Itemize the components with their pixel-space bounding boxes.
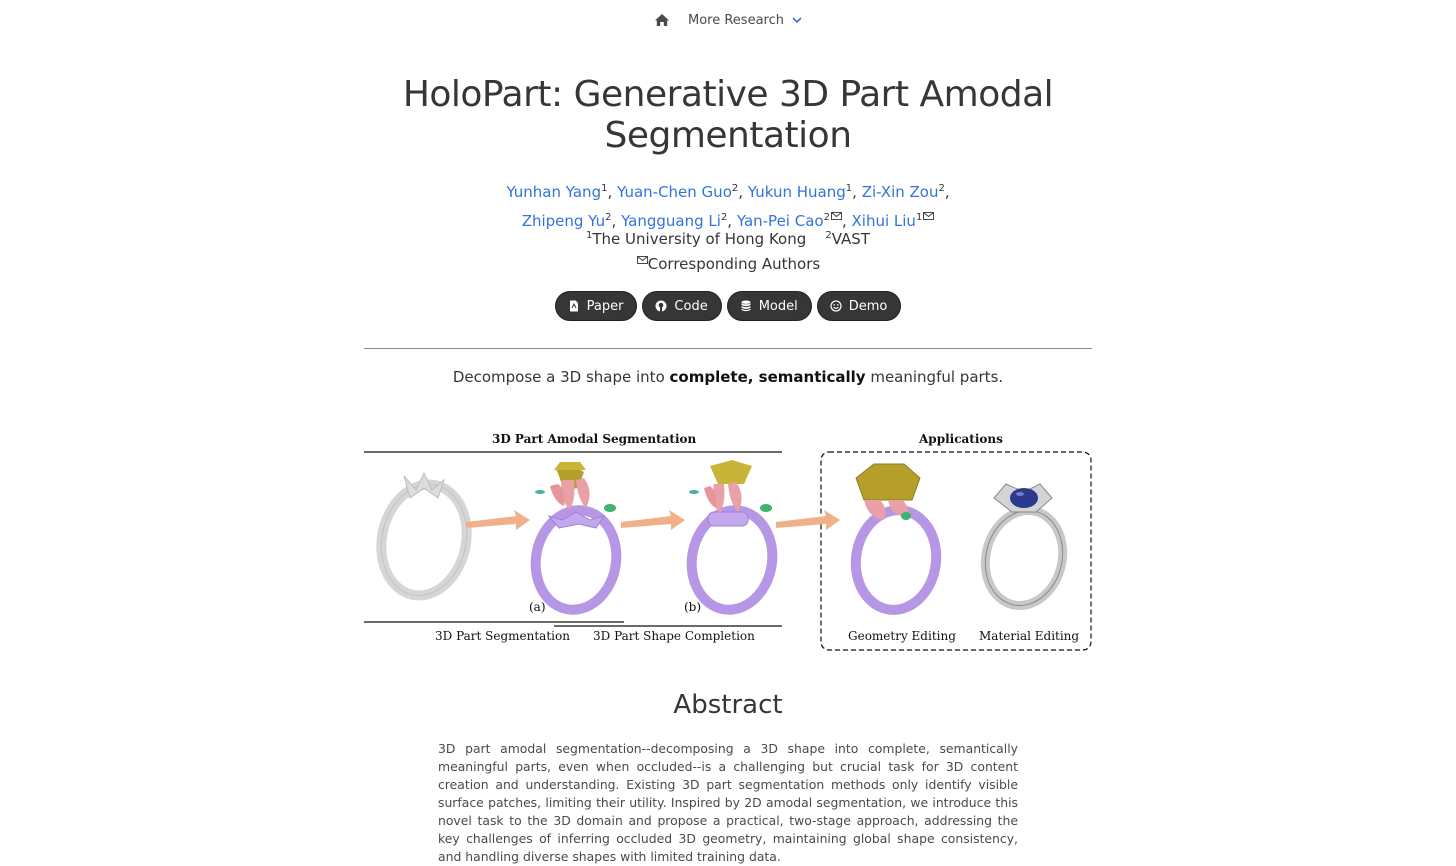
demo-button-label: Demo bbox=[848, 298, 888, 314]
paper-button[interactable] bbox=[555, 291, 638, 321]
geometry-edited-ring bbox=[849, 464, 942, 615]
affiliation-mark: 2 bbox=[720, 212, 728, 223]
figure-label-b: (b) bbox=[684, 600, 702, 614]
figure-caption-material: Material Editing bbox=[979, 629, 1080, 643]
affiliation-mark: 1 bbox=[845, 183, 853, 194]
teaser-figure bbox=[364, 428, 1092, 654]
affiliation-mark: 1 bbox=[586, 230, 593, 241]
segmented-ring bbox=[528, 462, 624, 616]
title-line-2: Segmentation bbox=[604, 115, 852, 156]
figure-caption-completion: 3D Part Shape Completion bbox=[593, 629, 755, 643]
figure-caption-geometry: Geometry Editing bbox=[848, 629, 956, 643]
author-link[interactable]: Yuan-Chen Guo bbox=[617, 183, 732, 201]
affiliation-mark: 1 bbox=[915, 212, 923, 223]
author-link[interactable]: Yukun Huang bbox=[747, 183, 846, 201]
title-line-1: HoloPart: Generative 3D Part Amodal bbox=[402, 74, 1054, 115]
github-icon bbox=[655, 300, 667, 312]
page-title bbox=[0, 74, 1456, 156]
author-link[interactable]: Zhipeng Yu bbox=[521, 212, 606, 230]
model-button[interactable] bbox=[727, 291, 812, 321]
material-edited-ring bbox=[976, 484, 1073, 614]
input-ring bbox=[371, 473, 476, 604]
model-button-label: Model bbox=[758, 298, 798, 314]
smile-icon bbox=[830, 300, 842, 312]
database-icon bbox=[740, 300, 752, 312]
figure-caption-segmentation: 3D Part Segmentation bbox=[435, 629, 570, 643]
tagline-emphasis: complete, semantically bbox=[669, 368, 866, 386]
affiliation-mark: 2 bbox=[605, 212, 612, 223]
tagline-text: meaningful parts. bbox=[865, 368, 1004, 386]
paper-button-label: Paper bbox=[586, 298, 624, 314]
author-link[interactable]: Yangguang Li bbox=[621, 212, 721, 230]
link-buttons bbox=[0, 291, 1456, 321]
author-link[interactable]: Zi-Xin Zou bbox=[861, 183, 939, 201]
section-divider bbox=[364, 348, 1092, 349]
tagline bbox=[0, 368, 1456, 386]
author-list: Yunhan Yang$^1$, Yuan-Chen Guo$^2$, Yukun Huang$^1$, Zi-Xin Zou$^2$, Zhipeng Yu$^2$, Yangguang Li$^2$, Yan-Pei Cao$^2$ , Xihui Liu$^1$ bbox=[506, 183, 950, 230]
more-research-dropdown[interactable] bbox=[688, 13, 802, 28]
abstract-text: 3D part amodal segmentation--decomposing a 3D shape into complete, semantically meaningful parts, even when occluded--is a challenging but crucial task for 3D content creation and understanding. Existing 3D part segmentation methods only identify visible surface patches, limiting their utility. Inspired by 2D amodal segmentation, we introduce this novel task to the 3D domain and propose a practical, two-stage approach, addressing the key challenges of inferring occluded 3D geometry, maintaining global shape consistency, and handling diverse shapes with limited training data. bbox=[438, 741, 1018, 864]
author-link[interactable]: Yunhan Yang bbox=[506, 183, 602, 201]
demo-button[interactable] bbox=[817, 291, 902, 321]
home-icon bbox=[654, 13, 670, 27]
top-nav bbox=[0, 0, 1456, 40]
affiliations bbox=[0, 230, 1456, 248]
corresponding-label: Corresponding Authors bbox=[647, 255, 821, 273]
code-button-label: Code bbox=[674, 298, 708, 314]
corresponding-note bbox=[0, 255, 1456, 273]
arrow bbox=[621, 510, 685, 530]
completed-ring bbox=[684, 460, 780, 616]
code-button[interactable] bbox=[642, 291, 721, 321]
author-link[interactable]: Xihui Liu bbox=[851, 212, 916, 230]
affiliation-mark: 2 bbox=[825, 230, 832, 241]
affiliation-mark: 2 bbox=[938, 183, 945, 194]
affiliation-mark: 2 bbox=[731, 183, 739, 194]
figure-header-right: Applications bbox=[919, 432, 1003, 446]
figure-label-a: (a) bbox=[529, 600, 546, 614]
pdf-file-icon bbox=[568, 300, 580, 312]
affiliation-mark: 1 bbox=[601, 183, 608, 194]
abstract-heading: Abstract bbox=[673, 690, 783, 720]
figure-header-left: 3D Part Amodal Segmentation bbox=[492, 432, 697, 446]
teaser-illustration bbox=[364, 428, 1092, 654]
arrow bbox=[466, 510, 530, 530]
affiliation-vast: VAST bbox=[831, 230, 870, 248]
arrow bbox=[776, 510, 840, 530]
affiliation-mark: 2 bbox=[823, 212, 830, 223]
home-link[interactable] bbox=[654, 13, 670, 27]
tagline-text: Decompose a 3D shape into bbox=[452, 368, 670, 386]
envelope-icon bbox=[923, 212, 934, 220]
author-link[interactable]: Yan-Pei Cao bbox=[736, 212, 824, 230]
more-research-label: More Research bbox=[688, 12, 784, 28]
affiliation-hku: The University of Hong Kong bbox=[592, 230, 807, 248]
envelope-icon bbox=[831, 212, 842, 220]
chevron-down-icon bbox=[792, 16, 802, 24]
envelope-icon bbox=[637, 256, 648, 264]
